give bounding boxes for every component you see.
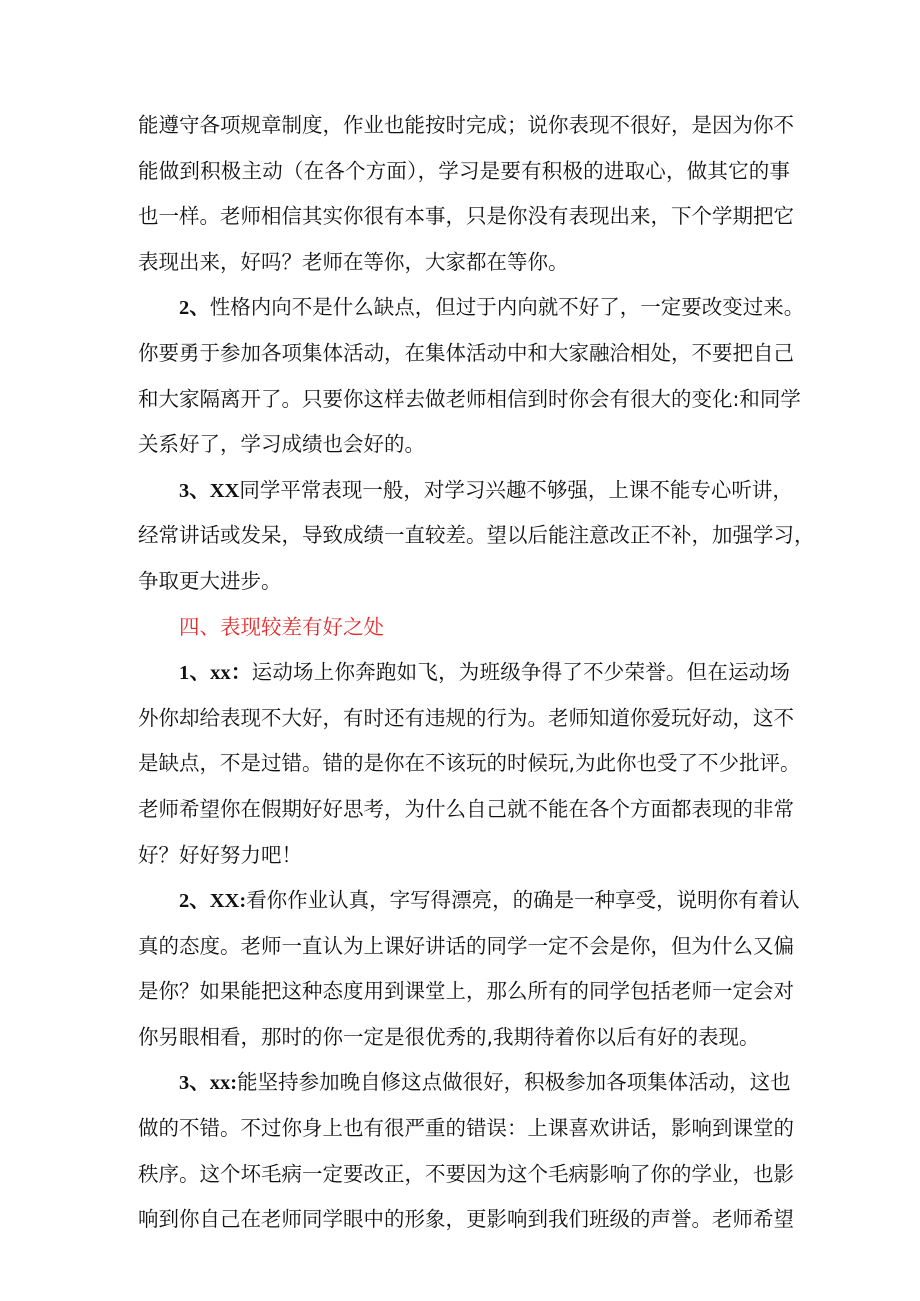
text-line: 外你却给表现不大好，有时还有违规的行为。老师知道你爱玩好动，这不 bbox=[138, 705, 794, 730]
text-segment: 看你作业认真，字写得漂亮，的确是一种享受，说明你有着认 bbox=[246, 888, 800, 913]
text-line: 做的不错。不过你身上也有很严重的错误：上课喜欢讲话，影响到课堂的 bbox=[138, 1116, 794, 1141]
text-line: 能做到积极主动（在各个方面），学习是要有积极的进取心，做其它的事 bbox=[138, 158, 790, 183]
text-line: 你另眼相看，那时的你一定是很优秀的,我期待着你以后有好的表现。 bbox=[138, 1024, 760, 1049]
section-heading: 四、表现较差有好之处 bbox=[179, 614, 384, 639]
document-page bbox=[138, 103, 815, 1243]
text-segment: 能坚持参加晚自修这点做很好，积极参加各项集体活动，这也 bbox=[237, 1070, 791, 1095]
text-line: 表现出来，好吗？老师在等你，大家都在等你。 bbox=[138, 249, 569, 274]
paragraph-number: 2、 bbox=[179, 297, 210, 320]
text-line: 争取更大进步。 bbox=[138, 568, 282, 593]
text-segment: 性格内向不是什么缺点，但过于内向就不好了，一定要改变过来。 bbox=[209, 295, 805, 320]
student-name: XX bbox=[209, 479, 240, 502]
text-line: 响到你自己在老师同学眼中的形象，更影响到我们班级的声誉。老师希望 bbox=[138, 1207, 794, 1232]
item-1-first-line bbox=[138, 650, 790, 696]
text-line: 和大家隔离开了。只要你这样去做老师相信到时你会有很大的变化:和同学 bbox=[138, 386, 801, 411]
paragraph-number: 3、 bbox=[179, 479, 210, 502]
text-line: 秩序。这个坏毛病一定要改正，不要因为这个毛病影响了你的学业，也影 bbox=[138, 1161, 794, 1186]
text-line: 能遵守各项规章制度，作业也能按时完成；说你表现不很好，是因为你不 bbox=[138, 113, 794, 137]
text-line: 是缺点，不是过错。错的是你在不该玩的时候玩,为此你也受了不少批评。 bbox=[138, 751, 801, 776]
text-line: 是你？如果能把这种态度用到课堂上，那么所有的同学包括老师一定会对 bbox=[138, 979, 794, 1004]
text-line: 真的态度。老师一直认为上课好讲话的同学一定不会是你，但为什么又偏 bbox=[138, 933, 794, 958]
item-3-first-line bbox=[138, 1060, 790, 1106]
text-line: 好？好好努力吧！ bbox=[138, 842, 302, 867]
item-label: 3、xx: bbox=[179, 1072, 238, 1095]
text-line: 老师希望你在假期好好思考，为什么自己就不能在各个方面都表现的非常 bbox=[138, 796, 794, 821]
item-label: 2、XX: bbox=[179, 890, 247, 913]
paragraph-3-first-line bbox=[138, 468, 793, 514]
text-line: 关系好了，学习成绩也会好的。 bbox=[138, 432, 425, 457]
text-line: 你要勇于参加各项集体活动，在集体活动中和大家融洽相处，不要把自己 bbox=[138, 340, 794, 365]
paragraph-2-first-line bbox=[138, 285, 805, 331]
item-2-first-line bbox=[138, 878, 800, 924]
item-label: 1、xx： bbox=[179, 662, 252, 685]
text-segment: 运动场上你奔跑如飞，为班级争得了不少荣誉。但在运动场 bbox=[251, 660, 791, 685]
text-line: 也一样。老师相信其实你很有本事，只是你没有表现出来，下个学期把它 bbox=[138, 204, 794, 229]
text-segment: 同学平常表现一般，对学习兴趣不够强，上课不能专心听讲， bbox=[239, 477, 793, 502]
text-line: 经常讲话或发呆，导致成绩一直较差。望以后能注意改正不补，加强学习， bbox=[138, 523, 815, 548]
